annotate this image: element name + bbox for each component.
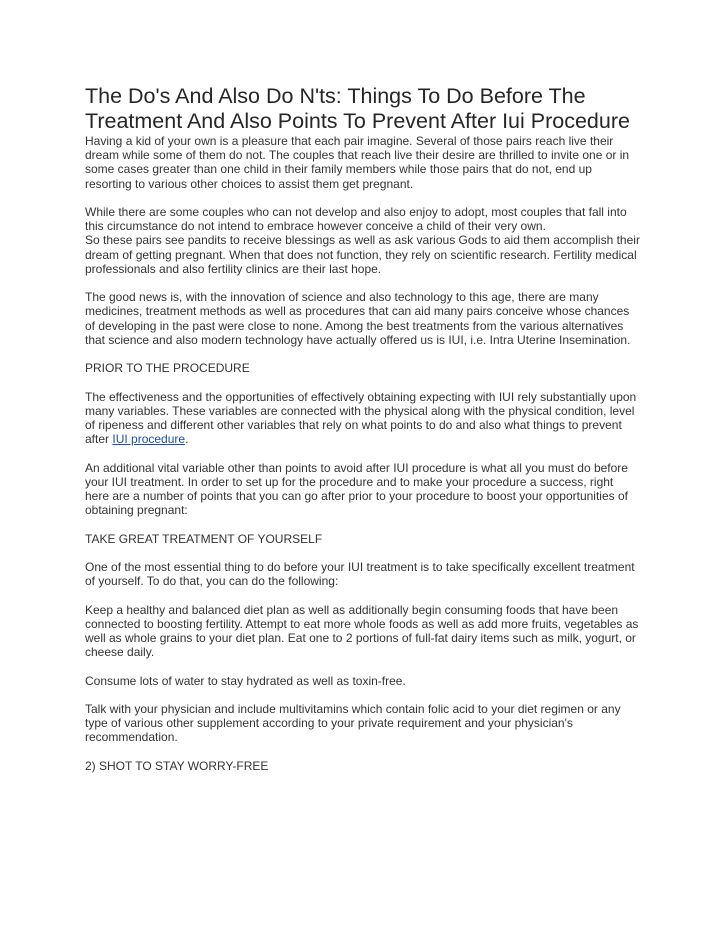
paragraph-essential-thing: One of the most essential thing to do before your IUI treatment is to take specifically excellent treatment of yourself. To do that, you can do the following: <box>85 559 635 589</box>
paragraph-gap <box>85 588 640 602</box>
paragraph-water: Consume lots of water to stay hydrated as well as toxin-free. <box>85 673 406 688</box>
paragraph-gap <box>85 659 640 673</box>
section-heading-prior: PRIOR TO THE PROCEDURE <box>85 361 250 376</box>
paragraph-effectiveness-end: . <box>185 432 189 447</box>
section-heading-shot: 2) SHOT TO STAY WORRY-FREE <box>85 758 269 773</box>
paragraph-gap <box>85 688 640 702</box>
paragraph-adoption: While there are some couples who can not develop and also enjoy to adopt, most couples that fall into this circumstance do not intend to embrace however conceive a child of their very own. <box>85 205 627 234</box>
paragraph-effectiveness-text: The effectiveness and the opportunities of effectively obtaining expecting with IUI rely substantially upon many variables. These variables are connected with the physical along with the physical condition, level of ripeness and different other variables that rely on what points to do and also what things to prevent after <box>85 389 637 447</box>
paragraph-good-news: The good news is, with the innovation of science and also technology to this age, there are many medicines, treatment methods as well as procedures that can aid many pairs conceive whose chances of developing in the past were close to none. Among the best treatments from the various alternatives that science and also modern technology have actually offered us is IUI, i.e. Intra Uterine Insemination. <box>85 290 631 347</box>
paragraph-pandits: So these pairs see pandits to receive blessings as well as ask various Gods to aid them accomplish their dream of getting pregnant. When that does not function, they rely on scientific research. Fertility medical professionals and also fertility clinics are their last hope. <box>85 233 640 276</box>
paragraph-physician: Talk with your physician and include multivitamins which contain folic acid to your diet regimen or any type of various other supplement according to your private requirement and your physician's recommendation. <box>85 701 621 745</box>
paragraph-gap <box>85 446 640 460</box>
paragraph-gap <box>85 546 640 560</box>
section-heading-care: TAKE GREAT TREATMENT OF YOURSELF <box>85 531 323 546</box>
paragraph-diet: Keep a healthy and balanced diet plan as well as additionally begin consuming foods that have been connected to boosting fertility. Attempt to eat more whole foods as well as add more fruits, vegetables as well as whole grains to your diet plan. Eat one to 2 portions of full-fat dairy items such as milk, yogurt, or cheese daily. <box>85 602 639 660</box>
paragraph-gap <box>85 276 640 290</box>
paragraph-gap <box>85 191 640 205</box>
paragraph-gap <box>85 517 640 531</box>
paragraph-effectiveness <box>85 390 640 447</box>
iui-procedure-link[interactable]: IUI procedure <box>112 432 186 447</box>
paragraph-intro: Having a kid of your own is a pleasure that each pair imagine. Several of those pairs reach live their dream while some of them do not. The couples that reach live their desire are thrilled to invite one or in some cases greater than one child in their family members while those pairs that do not, end up resorting to various other choices to assist them get pregnant. <box>85 134 630 191</box>
paragraph-gap <box>85 347 640 361</box>
paragraph-gap <box>85 375 640 389</box>
paragraph-gap <box>85 745 640 759</box>
paragraph-additional-variable: An additional vital variable other than points to avoid after IUI procedure is what all you must do before your IUI treatment. In order to set up for the procedure and to make your procedure a success, right here are a number of points that you can go after prior to your procedure to boost your opportunities of obtaining pregnant: <box>85 460 628 518</box>
page-title: The Do's And Also Do N'ts: Things To Do Before The Treatment And Also Points To Prevent After Iui Procedure <box>85 84 630 133</box>
